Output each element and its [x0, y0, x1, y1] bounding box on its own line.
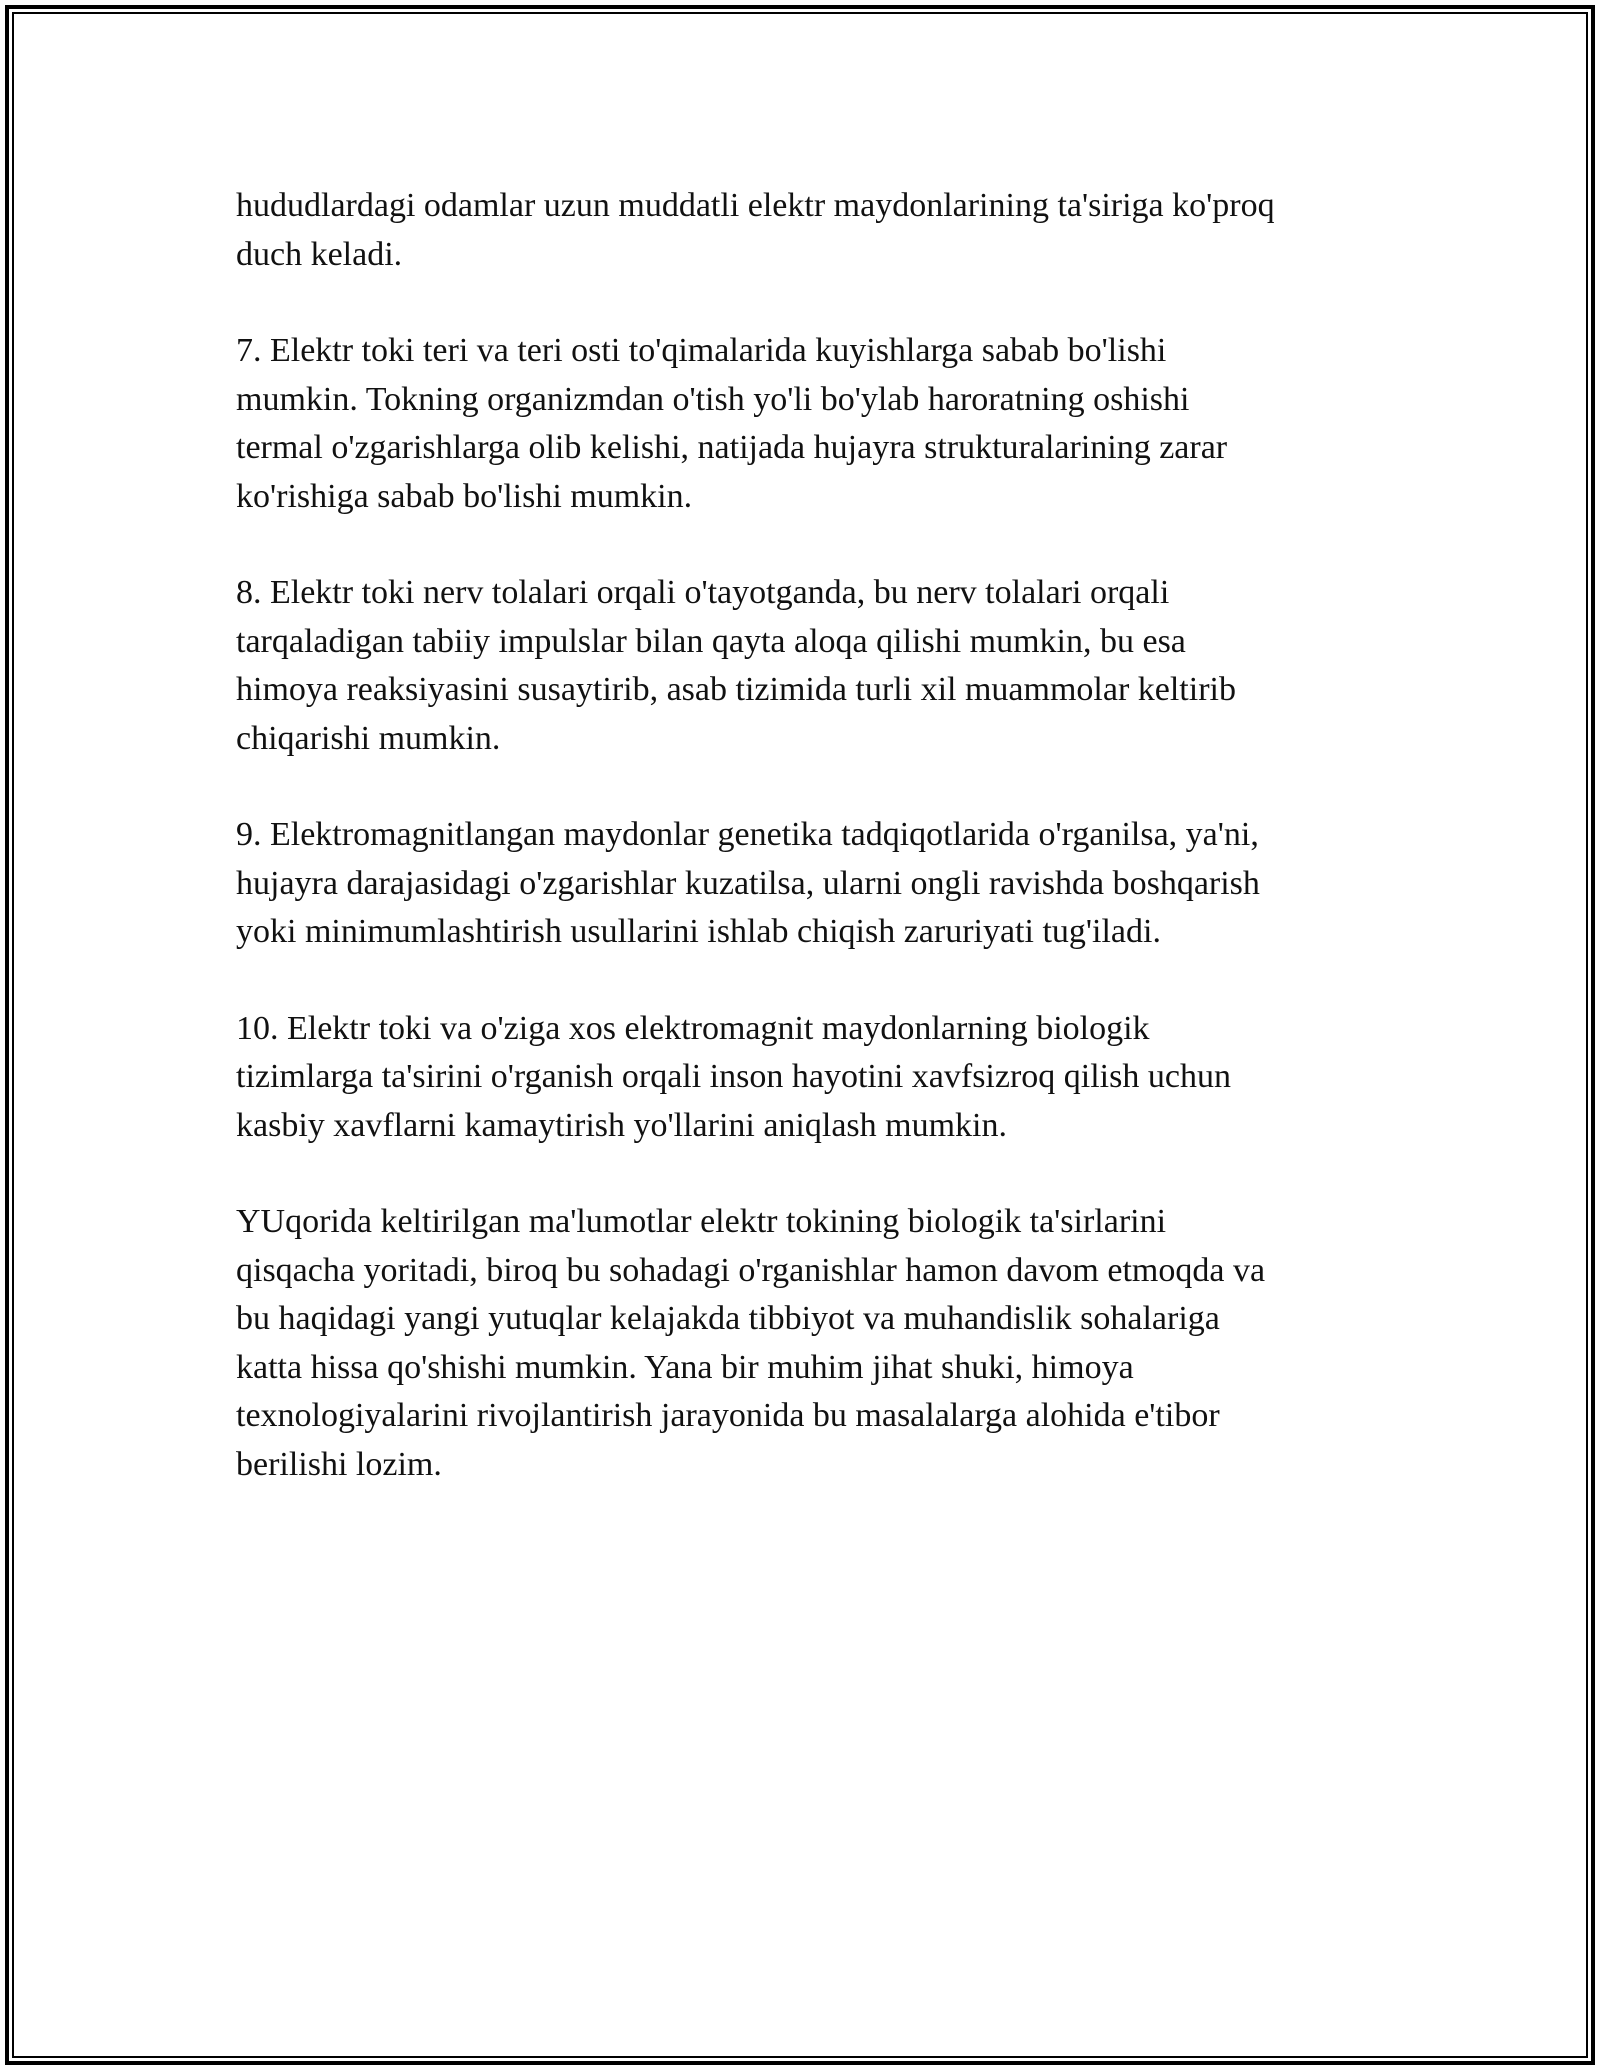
paragraph-item-10: 10. Elektr toki va o'ziga xos elektromagnit maydonlarning biologik tizimlarga ta'sirini o'rganish orqali inson hayotini xavfsizroq qilish uchun kasbiy xavflarni kamaytirish yo'llarini aniqlash mumkin. — [236, 1009, 1231, 1144]
paragraph-conclusion: YUqorida keltirilgan ma'lumotlar elektr tokining biologik ta'sirlarini qisqacha yoritadi, biroq bu sohadagi o'rganishlar hamon davom etmoqda va bu haqidagi yangi yutuqlar kelajakda tibbiyot va muhandislik sohalariga katta hissa qo'shishi mumkin. Yana bir muhim jihat shuki, himoya texnologiyalarini rivojlantirish jarayonida bu masalalarga alohida e'tibor berilishi lozim. — [236, 1203, 1266, 1483]
document-body — [236, 182, 1366, 1537]
paragraph-item-8: 8. Elektr toki nerv tolalari orqali o'tayotganda, bu nerv tolalari orqali tarqaladigan tabiiy impulslar bilan qayta aloqa qilishi mumkin, bu esa himoya reaksiyasini susaytirib, asab tizimida turli xil muammolar keltirib chiqarishi mumkin. — [236, 574, 1236, 757]
paragraph-item-7: 7. Elektr toki teri va teri osti to'qimalarida kuyishlarga sabab bo'lishi mumkin. Tokning organizmdan o'tish yo'li bo'ylab haroratning oshishi termal o'zgarishlarga olib kelishi, natijada hujayra strukturalarining zarar ko'rishiga sabab bo'lishi mumkin. — [236, 332, 1228, 515]
paragraph-continuation: hududlardagi odamlar uzun muddatli elektr maydonlarining ta'siriga ko'proq duch keladi. — [236, 187, 1275, 273]
paragraph-item-9: 9. Elektromagnitlangan maydonlar genetika tadqiqotlarida o'rganilsa, ya'ni, hujayra darajasidagi o'zgarishlar kuzatilsa, ularni ongli ravishda boshqarish yoki minimumlashtirish usullarini ishlab chiqish zaruriyati tug'iladi. — [236, 816, 1260, 950]
